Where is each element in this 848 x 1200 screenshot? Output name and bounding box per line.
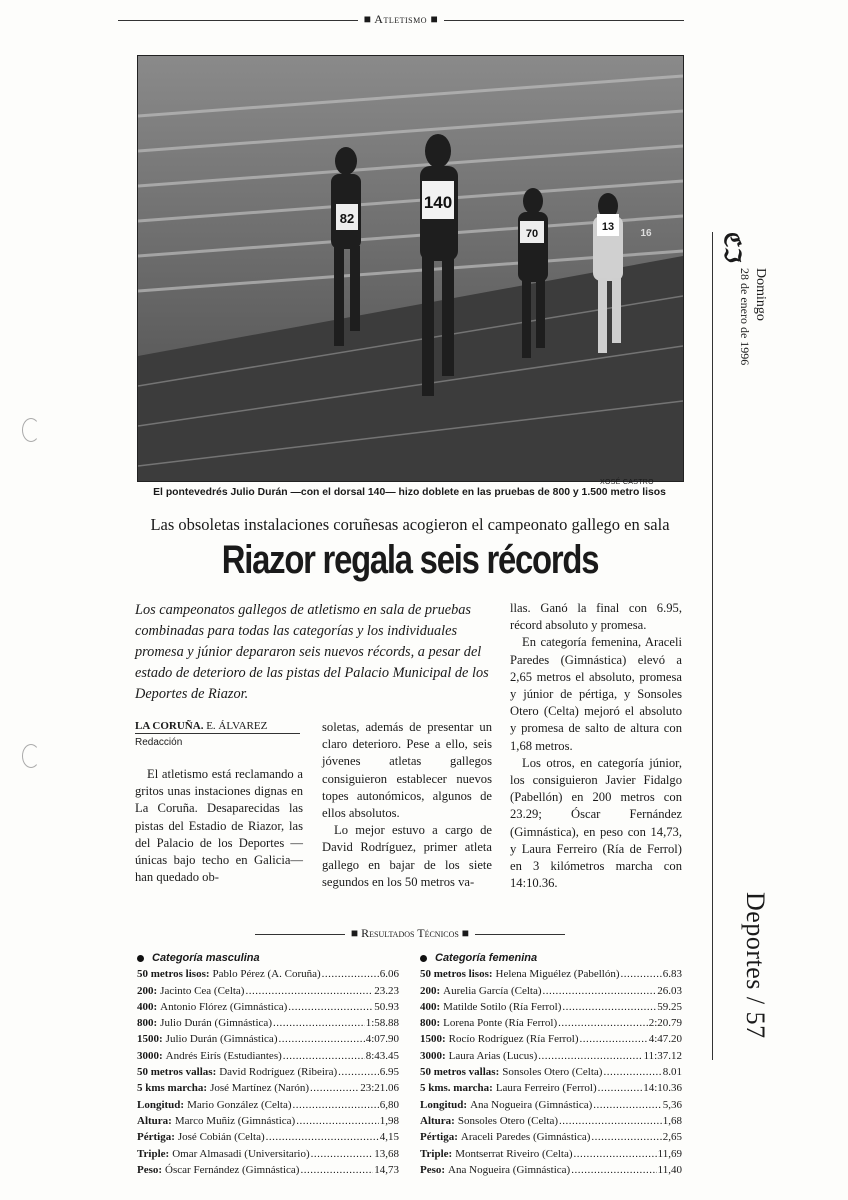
result-athlete: Lorena Ponte (Ría Ferrol) (443, 1017, 558, 1030)
body-column-3 (510, 600, 682, 892)
bib-13: 13 (601, 221, 615, 233)
result-mark: 8:43.45 (365, 1049, 399, 1062)
leader-dots (603, 1064, 661, 1080)
result-event: 3000: (420, 1049, 446, 1062)
result-mark: 6.06 (379, 968, 399, 981)
result-event: Altura: (137, 1114, 172, 1127)
result-mark: 4:47.20 (648, 1033, 682, 1046)
results-header-label: ■ Resultados Técnicos ■ (345, 926, 475, 940)
body-paragraph: En categoría femenina, Araceli Paredes (Gimnástica) elevó a 2,65 metros el absoluto, promesa y júnior de pértiga, y Sonsoles Otero (Celta) mejoró el absoluto y promesa de salto de altura con 1,68 metros. (510, 635, 682, 753)
newspaper-logo: ℭℑ (720, 232, 745, 263)
leader-dots (266, 1129, 379, 1145)
result-event: Longitud: (137, 1098, 185, 1111)
result-athlete: Mario González (Celta) (187, 1098, 292, 1111)
result-event: 200: (137, 984, 158, 997)
result-event: 50 metros vallas: (420, 1066, 500, 1079)
result-row (137, 966, 399, 982)
masthead-day: Domingo (753, 268, 768, 321)
leader-dots (293, 1097, 379, 1113)
result-event: 5 kms. marcha: (420, 1082, 493, 1095)
page-section-number: Deportes / 57 (741, 892, 770, 1039)
result-athlete: Montserrat Riveiro (Celta) (455, 1147, 573, 1160)
leader-dots (278, 1031, 364, 1047)
result-mark: 2,65 (662, 1131, 682, 1144)
result-mark: 4,15 (379, 1131, 399, 1144)
result-row (137, 1031, 399, 1047)
result-athlete: Ana Nogueira (Gimnástica) (448, 1163, 571, 1176)
result-mark: 1:58.88 (365, 1017, 399, 1030)
leader-dots (538, 1048, 642, 1064)
result-athlete: Laura Arias (Lucus) (448, 1049, 538, 1062)
result-athlete: Sonsoles Otero (Celta) (457, 1114, 559, 1127)
lede: Los campeonatos gallegos de atletismo en sala de pruebas combinadas para todas las categorías y los individuales promesa y júnior depararon seis nuevos récords, a pesar del estado de deterioro de las pistas del Palacio Municipal de los Deportes de Riazor. (135, 602, 489, 702)
leader-dots (598, 1080, 643, 1096)
result-athlete: José Cobián (Celta) (177, 1131, 265, 1144)
result-event: Triple: (137, 1147, 170, 1160)
result-row (420, 1015, 682, 1031)
result-athlete: José Martínez (Narón) (210, 1082, 310, 1095)
result-row (137, 1080, 399, 1096)
body-column-1 (135, 766, 303, 886)
result-mark: 1,98 (379, 1114, 399, 1127)
result-mark: 14:10.36 (643, 1082, 682, 1095)
results-header (135, 925, 685, 943)
result-mark: 13,68 (374, 1147, 399, 1160)
section-header (118, 10, 684, 30)
result-row (420, 999, 682, 1015)
result-mark: 23.23 (374, 984, 399, 997)
result-row (137, 1113, 399, 1129)
result-row (137, 983, 399, 999)
result-athlete: Aurelia García (Celta) (443, 984, 542, 997)
result-row (420, 1162, 682, 1178)
leader-dots (580, 1031, 648, 1047)
bib-140: 140 (423, 193, 453, 212)
result-event: Peso: (137, 1163, 163, 1176)
result-mark: 23:21.06 (360, 1082, 399, 1095)
byline-author: E. ÁLVAREZ (206, 720, 268, 732)
result-row (137, 1129, 399, 1145)
result-row (137, 1064, 399, 1080)
leader-dots (283, 1048, 365, 1064)
result-row (420, 1113, 682, 1129)
result-athlete: Antonio Flórez (Gimnástica) (160, 1000, 288, 1013)
result-event: Peso: (420, 1163, 446, 1176)
result-mark: 6.95 (379, 1066, 399, 1079)
leader-dots (311, 1146, 374, 1162)
result-athlete: David Rodríguez (Ribeira) (219, 1066, 338, 1079)
result-event: 400: (420, 1000, 441, 1013)
result-mark: 1,68 (662, 1114, 682, 1127)
result-athlete: Sonsoles Otero (Celta) (502, 1066, 603, 1079)
result-athlete: Óscar Fernández (Gimnástica) (165, 1163, 300, 1176)
byline-role: Redacción (135, 737, 183, 748)
leader-dots (591, 1129, 661, 1145)
bib-70: 70 (525, 228, 539, 240)
result-mark: 11:37.12 (643, 1049, 682, 1062)
byline-place: LA CORUÑA. (135, 720, 204, 732)
result-mark: 4:07.90 (365, 1033, 399, 1046)
result-event: Triple: (420, 1147, 453, 1160)
result-mark: 11,40 (657, 1163, 682, 1176)
leader-dots (558, 1015, 648, 1031)
leader-dots (338, 1064, 379, 1080)
result-athlete: Julio Durán (Gimnástica) (165, 1033, 278, 1046)
binder-hole-top (22, 418, 40, 442)
result-athlete: Andrés Eirís (Estudiantes) (165, 1049, 282, 1062)
result-athlete: Laura Ferreiro (Ferrol) (495, 1082, 597, 1095)
result-athlete: Julio Durán (Gimnástica) (160, 1017, 272, 1030)
result-event: 800: (137, 1017, 158, 1030)
bullet-icon (137, 955, 144, 962)
result-athlete: Omar Almasadi (Universitario) (172, 1147, 310, 1160)
results-female (420, 950, 682, 1178)
result-event: Pértiga: (137, 1131, 175, 1144)
leader-dots (296, 1113, 379, 1129)
body-paragraph: llas. Ganó la final con 6.95, récord absoluto y promesa. (510, 601, 682, 633)
result-event: 400: (137, 1000, 158, 1013)
body-paragraph: Lo mejor estuvo a cargo de David Rodríguez, primer atleta gallego en bajar de los siete segundos en los 50 metros va- (322, 823, 492, 889)
result-row (420, 1031, 682, 1047)
result-athlete: Ana Nogueira (Gimnástica) (470, 1098, 593, 1111)
result-row (137, 1048, 399, 1064)
section-label: ■ Atletismo ■ (358, 12, 445, 26)
body-paragraph: Los otros, en categoría júnior, los consiguieron Javier Fidalgo (Pabellón) en 200 metros con 23.29; Óscar Fernández (Gimnástica), en peso con 14,73, y Laura Ferreiro (Ría de Ferrol) en 3 kilómetros marcha con 14:10.36. (510, 755, 682, 891)
body-paragraph: soletas, además de presentar un claro deterioro. Pese a ello, seis jóvenes atletas gallegos consiguieron establecer nuevos topes autonómicos, algunos de ellos absolutos. (322, 720, 492, 821)
leader-dots (310, 1080, 359, 1096)
result-row (420, 1146, 682, 1162)
leader-dots (574, 1146, 657, 1162)
results-male (137, 950, 399, 1178)
binder-hole-bottom (22, 744, 40, 768)
result-event: 50 metros lisos: (137, 968, 210, 981)
bullet-icon (420, 955, 427, 962)
result-row (137, 1146, 399, 1162)
result-mark: 6,80 (379, 1098, 399, 1111)
leader-dots (288, 999, 373, 1015)
result-event: 50 metros vallas: (137, 1066, 217, 1079)
result-row (420, 1048, 682, 1064)
bib-16: 16 (640, 228, 652, 239)
result-mark: 59.25 (657, 1000, 682, 1013)
leader-dots (300, 1162, 373, 1178)
result-athlete: Matilde Sotilo (Ría Ferrol) (443, 1000, 562, 1013)
result-mark: 11,69 (657, 1147, 682, 1160)
category-title: Categoría femenina (420, 950, 682, 966)
body-column-2 (322, 719, 492, 891)
result-event: 50 metros lisos: (420, 968, 493, 981)
leader-dots (593, 1097, 661, 1113)
result-mark: 5,36 (662, 1098, 682, 1111)
result-event: 5 kms marcha: (137, 1082, 208, 1095)
result-row (420, 1080, 682, 1096)
result-row (420, 1064, 682, 1080)
race-photo (137, 55, 684, 482)
result-athlete: Helena Miguélez (Pabellón) (495, 968, 620, 981)
byline (135, 720, 300, 734)
headline: Riazor regala seis récords (221, 538, 599, 582)
result-athlete: Rocío Rodríguez (Ría Ferrol) (448, 1033, 579, 1046)
result-athlete: Jacinto Cea (Celta) (160, 984, 245, 997)
result-event: 1500: (137, 1033, 163, 1046)
leader-dots (562, 999, 656, 1015)
result-mark: 26.03 (657, 984, 682, 997)
result-row (420, 1097, 682, 1113)
leader-dots (571, 1162, 656, 1178)
result-row (420, 1129, 682, 1145)
leader-dots (543, 983, 657, 999)
result-event: Longitud: (420, 1098, 468, 1111)
sidebar-rule (712, 232, 713, 1060)
result-event: Altura: (420, 1114, 455, 1127)
result-row (420, 966, 682, 982)
result-row (137, 999, 399, 1015)
result-event: Pértiga: (420, 1131, 458, 1144)
result-event: 800: (420, 1017, 441, 1030)
result-mark: 6.83 (662, 968, 682, 981)
leader-dots (322, 966, 379, 982)
result-row (420, 983, 682, 999)
leader-dots (245, 983, 373, 999)
result-mark: 2:20.79 (648, 1017, 682, 1030)
result-row (137, 1162, 399, 1178)
result-mark: 8.01 (662, 1066, 682, 1079)
bib-82: 82 (339, 211, 355, 226)
result-event: 1500: (420, 1033, 446, 1046)
result-mark: 50.93 (374, 1000, 399, 1013)
photo-credit: XOSÉ CASTRO (600, 479, 654, 486)
photo-caption: El pontevedrés Julio Durán —con el dorsal 140— hizo doblete en las pruebas de 800 y 1.500 metro lisos (153, 487, 666, 498)
kicker: Las obsoletas instalaciones coruñesas acogieron el campeonato gallego en sala (150, 515, 670, 534)
leader-dots (621, 966, 662, 982)
result-event: 200: (420, 984, 441, 997)
leader-dots (273, 1015, 365, 1031)
category-title: Categoría masculina (137, 950, 399, 966)
result-athlete: Marco Muñiz (Gimnástica) (174, 1114, 296, 1127)
body-paragraph: El atletismo está reclamando a gritos unas instaciones dignas en La Coruña. Desaparecidas las pistas del Estadio de Riazor, las del Palacio de los Deportes —únicas bajo techo en Galicia— han quedado ob- (135, 767, 303, 885)
result-row (137, 1097, 399, 1113)
result-athlete: Araceli Paredes (Gimnástica) (460, 1131, 591, 1144)
result-mark: 14,73 (374, 1163, 399, 1176)
result-row (137, 1015, 399, 1031)
result-athlete: Pablo Pérez (A. Coruña) (212, 968, 321, 981)
masthead-date: 28 de enero de 1996 (738, 268, 752, 366)
leader-dots (559, 1113, 662, 1129)
result-event: 3000: (137, 1049, 163, 1062)
